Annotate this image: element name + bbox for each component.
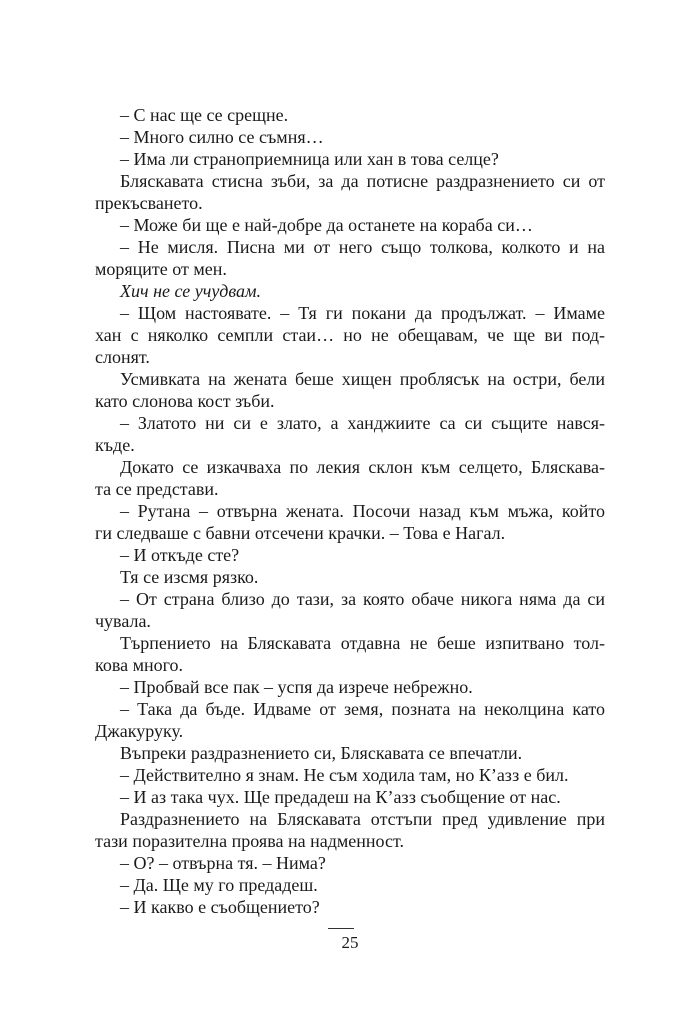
text-line: тази поразителна проява на надменност. bbox=[95, 831, 404, 851]
text-line: моряците от мен. bbox=[95, 259, 227, 279]
text-line: – Да. Ще му го предадеш. bbox=[120, 875, 318, 895]
text-line: – Не мисля. Писна ми от него също толкова, колкото и на bbox=[120, 237, 605, 257]
text-line: – От страна близо до тази, за която обаче никога няма да си bbox=[120, 589, 605, 609]
text-line: – Златото ни си е злато, а ханджиите са си същите нався- bbox=[120, 413, 605, 433]
text-line: Търпението на Бляскавата отдавна не беше изпитвано тол- bbox=[120, 633, 605, 653]
text-line: ги следваше с бавни отсечени крачки. – Това е Нагал. bbox=[95, 523, 506, 543]
text-line: Бляскавата стисна зъби, за да потисне раздразнението си от bbox=[120, 171, 605, 191]
text-line: та се представи. bbox=[95, 479, 219, 499]
text-line-italic: Хич не се учудвам. bbox=[120, 281, 262, 301]
text-line: – Много силно се съмня… bbox=[120, 127, 324, 147]
text-line: – И аз така чух. Ще предадеш на К’азз съобщение от нас. bbox=[120, 787, 561, 807]
text-line: – Има ли страноприемница или хан в това селце? bbox=[120, 149, 499, 169]
text-line: – Може би ще е най-добре да останете на кораба си… bbox=[120, 215, 533, 235]
page-number: 25 bbox=[341, 933, 359, 952]
text-line: хан с няколко семпли стаи… но не обещавам, че ще ви под- bbox=[95, 325, 605, 345]
footer-rule bbox=[328, 928, 354, 929]
text-line: чувала. bbox=[95, 611, 151, 631]
text-line: – О? – отвърна тя. – Нима? bbox=[120, 853, 326, 873]
text-line: кова много. bbox=[95, 655, 184, 675]
text-line: – Щом настоявате. – Тя ги покани да продължат. – Имаме bbox=[120, 303, 605, 323]
text-line: Докато се изкачваха по лекия склон към селцето, Бляскава- bbox=[120, 457, 605, 477]
text-line: – И откъде сте? bbox=[120, 545, 240, 565]
text-line: – Пробвай все пак – успя да изрече небрежно. bbox=[120, 677, 473, 697]
text-line: прекъсването. bbox=[95, 193, 203, 213]
text-line: – С нас ще се срещне. bbox=[120, 105, 289, 125]
text-line: – Рутана – отвърна жената. Посочи назад към мъжа, който bbox=[120, 501, 605, 521]
text-line: – Действително я знам. Не съм ходила там, но К’азз е бил. bbox=[120, 765, 569, 785]
page-body bbox=[95, 104, 605, 918]
text-line: Джакуруку. bbox=[95, 721, 184, 741]
text-line: Тя се изсмя рязко. bbox=[120, 567, 259, 587]
text-line: слонят. bbox=[95, 347, 150, 367]
text-line: Усмивката на жената беше хищен проблясък на остри, бели bbox=[120, 369, 605, 389]
text-line: къде. bbox=[95, 435, 135, 455]
text-line: – Така да бъде. Идваме от земя, позната на неколцина като bbox=[120, 699, 605, 719]
text-line: Раздразнението на Бляскавата отстъпи пред удивление при bbox=[120, 809, 605, 829]
text-line: Въпреки раздразнението си, Бляскавата се впечатли. bbox=[120, 743, 523, 763]
text-line: – И какво е съобщението? bbox=[120, 897, 320, 917]
text-line: като слонова кост зъби. bbox=[95, 391, 275, 411]
